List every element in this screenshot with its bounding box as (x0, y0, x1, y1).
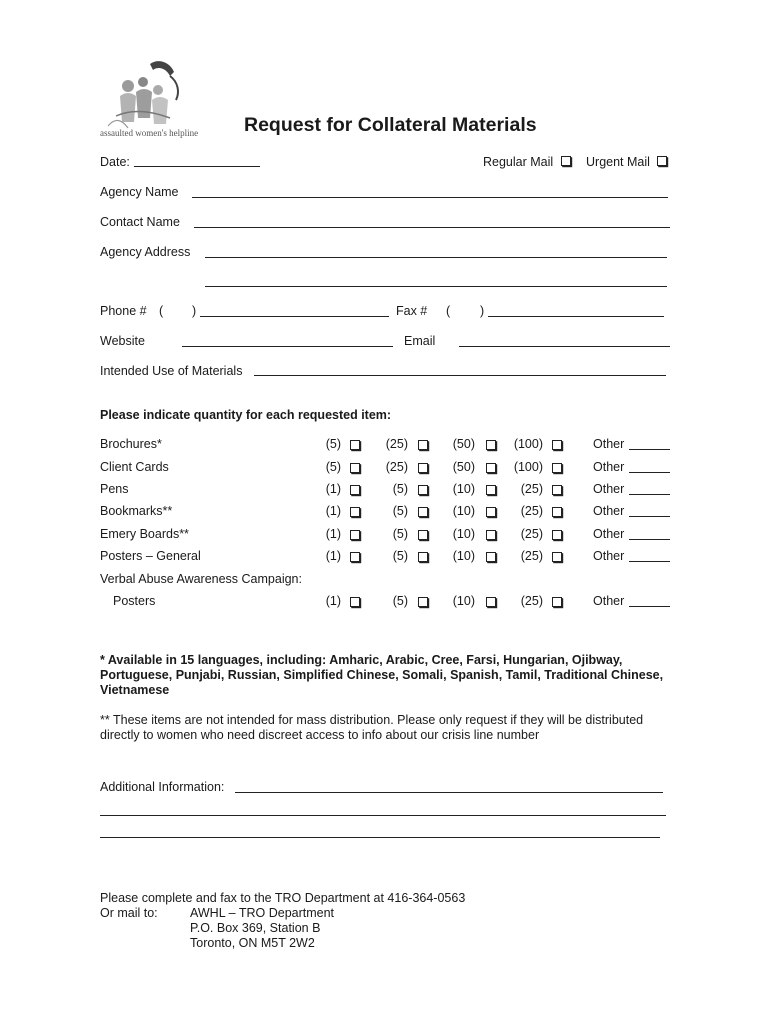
urgent-mail-option[interactable] (586, 155, 667, 169)
item-name: Pens (100, 482, 129, 496)
other-quantity-field[interactable] (629, 472, 670, 473)
phone-paren-close: ) (192, 304, 197, 318)
item-name: Posters – General (100, 549, 201, 563)
website-field[interactable] (182, 346, 393, 347)
website-label: Website (100, 334, 145, 348)
additional-info-field-1[interactable] (235, 792, 663, 793)
quantity-option-label: (10) (452, 482, 475, 496)
other-label: Other (593, 527, 625, 541)
agency-address-field-1[interactable] (205, 257, 667, 258)
checkbox-icon[interactable] (657, 156, 667, 166)
address-line-2: P.O. Box 369, Station B (190, 921, 321, 935)
checkbox-icon[interactable] (552, 597, 562, 607)
other-quantity-field[interactable] (629, 539, 670, 540)
date-field[interactable] (134, 166, 260, 167)
item-name: Brochures* (100, 437, 162, 451)
regular-mail-label: Regular Mail (483, 155, 554, 169)
urgent-mail-label: Urgent Mail (586, 155, 650, 169)
page-title: Request for Collateral Materials (244, 114, 537, 136)
other-quantity-field[interactable] (629, 494, 670, 495)
intended-use-label: Intended Use of Materials (100, 364, 243, 378)
quantity-option-label: (1) (325, 549, 341, 563)
quantity-option-label: (25) (385, 437, 408, 451)
logo-text: assaulted women's helpline (100, 128, 199, 138)
checkbox-icon[interactable] (552, 463, 562, 473)
intended-use-field[interactable] (254, 375, 666, 376)
quantity-option-label: (100) (513, 460, 543, 474)
quantity-option-label: (5) (392, 527, 408, 541)
quantity-option-label: (50) (452, 437, 475, 451)
address-line-1: AWHL – TRO Department (190, 906, 335, 920)
quantity-option-label: (25) (520, 482, 543, 496)
quantity-option-label: (5) (392, 549, 408, 563)
other-quantity-field[interactable] (629, 449, 670, 450)
checkbox-icon[interactable] (561, 156, 571, 166)
checkbox-icon[interactable] (552, 552, 562, 562)
fax-paren-close: ) (480, 304, 485, 318)
quantity-option-label: (50) (452, 460, 475, 474)
additional-info-field-2[interactable] (100, 815, 666, 816)
additional-info-field-3[interactable] (100, 837, 660, 838)
agency-name-label: Agency Name (100, 185, 179, 199)
other-label: Other (593, 460, 625, 474)
other-label: Other (593, 437, 625, 451)
quantity-option-label: (5) (325, 437, 341, 451)
quantity-option-label: (5) (392, 504, 408, 518)
item-name: Client Cards (100, 460, 169, 474)
quantity-option-label: (1) (325, 594, 341, 608)
languages-note: * Available in 15 languages, including: Amharic, Arabic, Cree, Farsi, Hungarian, Ojibway, Portuguese, Punjabi, Russian, Simplified Chinese, Somali, Spanish, Tamil, Traditional Chinese, Vietnamese (100, 653, 664, 697)
campaign-label: Verbal Abuse Awareness Campaign: (100, 572, 302, 586)
agency-address-field-2[interactable] (205, 286, 667, 287)
email-field[interactable] (459, 346, 670, 347)
mail-label: Or mail to: (100, 906, 158, 920)
item-name: Bookmarks** (100, 504, 173, 518)
other-quantity-field[interactable] (629, 561, 670, 562)
quantity-option-label: (25) (520, 549, 543, 563)
checkbox-icon[interactable] (552, 530, 562, 540)
quantity-option-label: (10) (452, 594, 475, 608)
contact-name-field[interactable] (194, 227, 670, 228)
agency-address-label: Agency Address (100, 245, 191, 259)
fax-instructions: Please complete and fax to the TRO Department at 416-364-0563 (100, 891, 466, 905)
address-line-3: Toronto, ON M5T 2W2 (190, 936, 315, 950)
quantity-option-label: (25) (520, 527, 543, 541)
other-label: Other (593, 594, 625, 608)
agency-name-field[interactable] (192, 197, 668, 198)
phone-label: Phone # (100, 304, 147, 318)
contact-name-label: Contact Name (100, 215, 180, 229)
checkbox-icon[interactable] (552, 440, 562, 450)
quantity-option-label: (10) (452, 504, 475, 518)
quantity-option-label: (1) (325, 504, 341, 518)
checkbox-icon[interactable] (552, 507, 562, 517)
regular-mail-option[interactable] (483, 155, 571, 169)
quantity-option-label: (5) (392, 594, 408, 608)
other-label: Other (593, 482, 625, 496)
other-label: Other (593, 549, 625, 563)
phone-field[interactable] (200, 316, 389, 317)
quantity-option-label: (25) (520, 594, 543, 608)
quantity-option-label: (5) (325, 460, 341, 474)
quantity-option-label: (25) (385, 460, 408, 474)
quantity-option-label: (25) (520, 504, 543, 518)
fax-label: Fax # (396, 304, 428, 318)
quantity-option-label: (1) (325, 482, 341, 496)
checkbox-icon[interactable] (552, 485, 562, 495)
quantity-option-label: (100) (513, 437, 543, 451)
other-quantity-field[interactable] (629, 606, 670, 607)
other-label: Other (593, 504, 625, 518)
fax-paren-open: ( (446, 304, 451, 318)
quantity-option-label: (10) (452, 549, 475, 563)
other-quantity-field[interactable] (629, 516, 670, 517)
quantity-option-label: (1) (325, 527, 341, 541)
quantity-option-label: (10) (452, 527, 475, 541)
fax-field[interactable] (488, 316, 664, 317)
quantity-option-label: (5) (392, 482, 408, 496)
date-label: Date: (100, 155, 130, 169)
additional-info-label: Additional Information: (100, 780, 225, 794)
item-name: Posters (113, 594, 156, 608)
quantity-heading: Please indicate quantity for each requested item: (100, 408, 392, 422)
phone-paren-open: ( (159, 304, 164, 318)
mass-distribution-note: ** These items are not intended for mass distribution. Please only request if they will be distributed directly to women who need discreet access to info about our crisis line number (100, 713, 644, 742)
item-name: Emery Boards** (100, 527, 189, 541)
email-label: Email (404, 334, 436, 348)
